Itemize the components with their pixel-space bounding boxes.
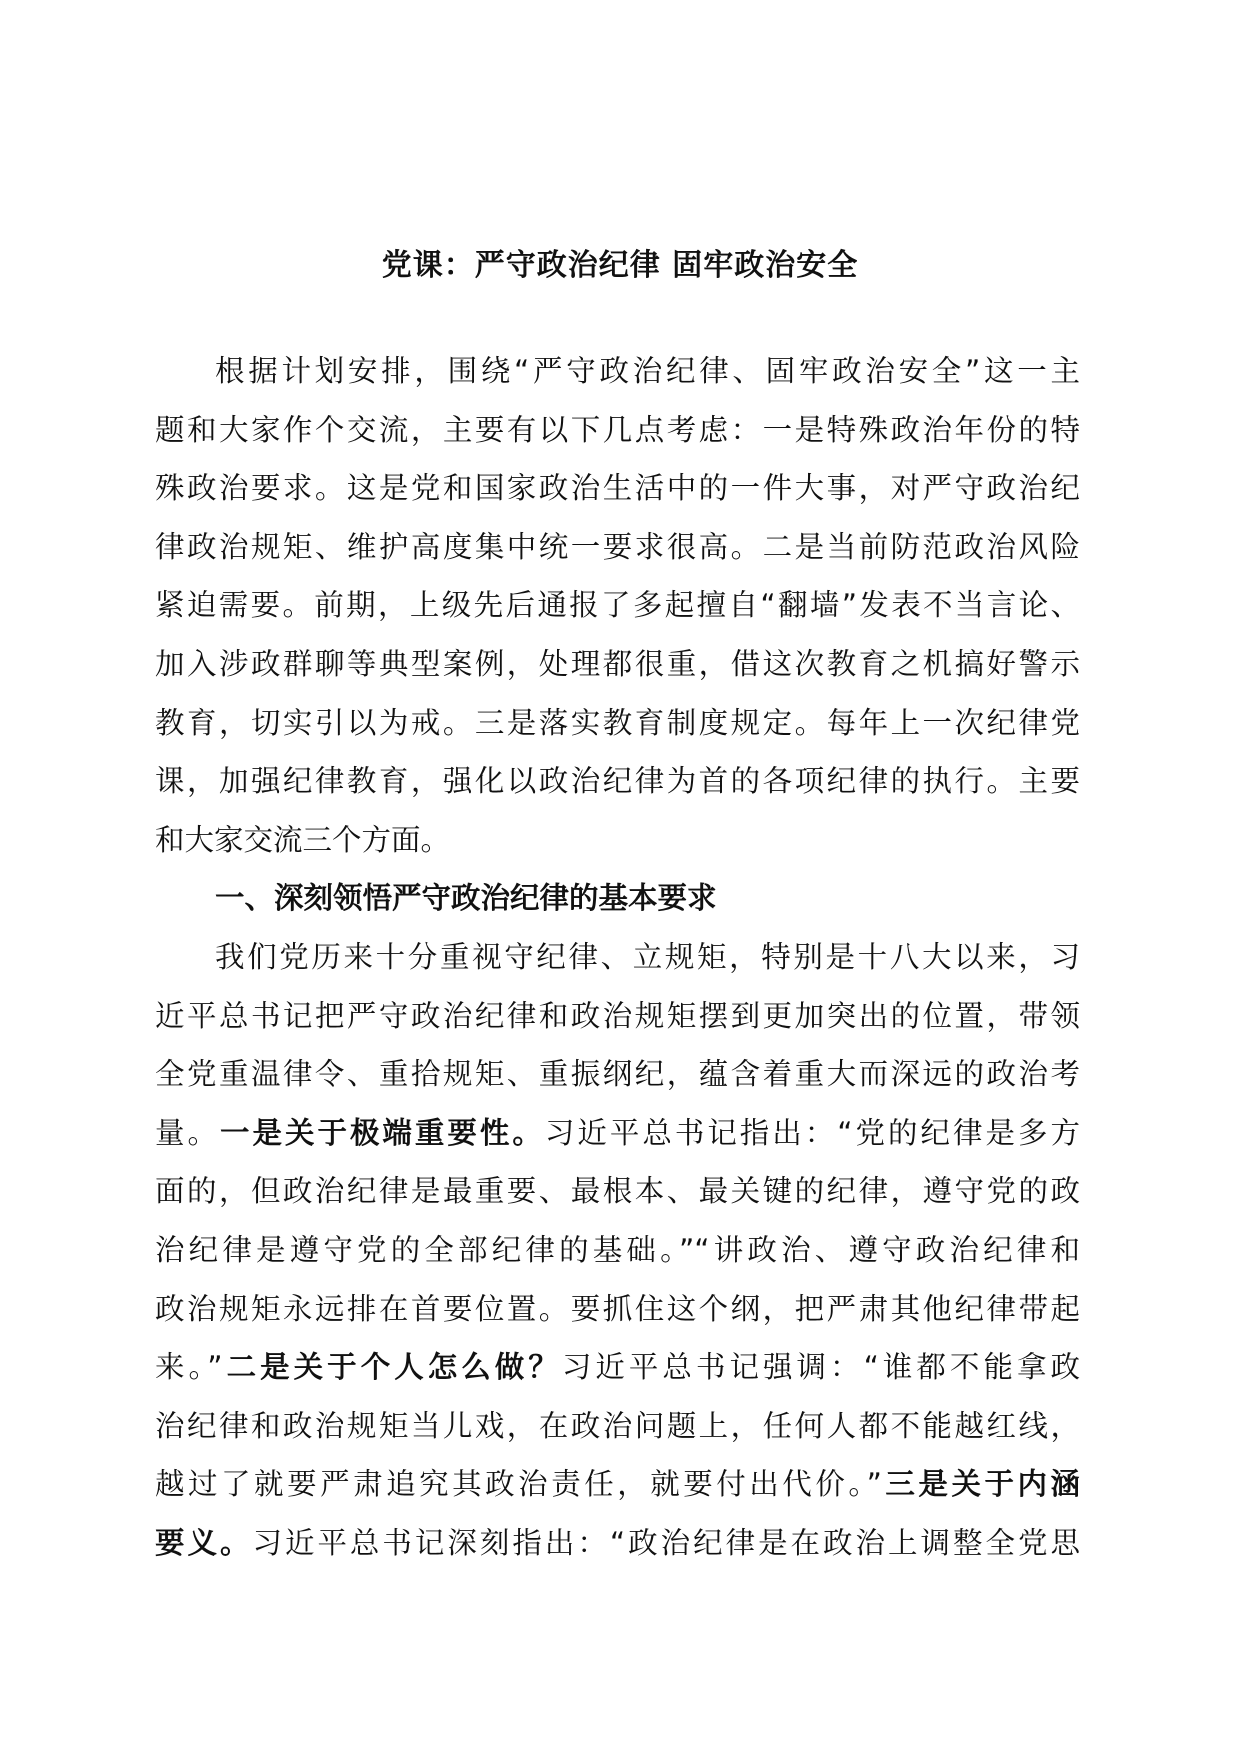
text-run: 来。”: [155, 1350, 223, 1385]
paragraph-line: 我们党历来十分重视守纪律、立规矩，特别是十八大以来，习: [215, 939, 1080, 974]
paragraph-line: 面的，但政治纪律是最重要、最根本、最关键的纪律，遵守党的政: [155, 1174, 1080, 1209]
paragraph-line: [155, 1338, 1080, 1397]
paragraph-line: 题和大家作个交流，主要有以下几点考虑：一是特殊政治年份的特: [155, 412, 1080, 447]
text-run: 习近平总书记指出：“党的纪律是多方: [544, 1115, 1080, 1150]
paragraph-line: 治纪律和政治规矩当儿戏，在政治问题上，任何人都不能越红线，: [155, 1408, 1080, 1443]
bold-point-1: 一是关于极端重要性。: [219, 1115, 545, 1150]
bold-point-3: 三是关于内涵: [881, 1467, 1080, 1502]
text-run: 越过了就要严肃追究其政治责任，就要付出代价。”: [155, 1467, 882, 1502]
paragraph-line: 治纪律是遵守党的全部纪律的基础。”“讲政治、遵守政治纪律和: [155, 1232, 1080, 1267]
bold-point-2: 二是关于个人怎么做？: [222, 1350, 562, 1385]
document-body: [155, 342, 1080, 1572]
paragraph-line: 教育，切实引以为戒。三是落实教育制度规定。每年上一次纪律党: [155, 705, 1080, 740]
paragraph-line: [155, 1514, 1080, 1573]
paragraph-line: [155, 1104, 1080, 1163]
paragraph-line: [155, 1455, 1080, 1514]
text-run: 习近平总书记深刻指出：“政治纪律是在政治上调整全党思: [252, 1525, 1080, 1560]
bold-point-3-cont: 要义。: [155, 1525, 253, 1560]
paragraph-line: 加入涉政群聊等典型案例，处理都很重，借这次教育之机搞好警示: [155, 646, 1080, 681]
paragraph-line: 律政治规矩、维护高度集中统一要求很高。二是当前防范政治风险: [155, 529, 1080, 564]
section-heading: 一、深刻领悟严守政治纪律的基本要求: [215, 881, 717, 916]
paragraph-line: 政治规矩永远排在首要位置。要抓住这个纲，把严肃其他纪律带起: [155, 1291, 1080, 1326]
paragraph-line: 殊政治要求。这是党和国家政治生活中的一件大事，对严守政治纪: [155, 471, 1080, 506]
paragraph-line: 全党重温律令、重拾规矩、重振纲纪，蕴含着重大而深远的政治考: [155, 1057, 1080, 1092]
text-run: 量。: [155, 1115, 220, 1150]
paragraph-line: 根据计划安排，围绕“严守政治纪律、固牢政治安全”这一主: [215, 354, 1080, 388]
paragraph-line: 近平总书记把严守政治纪律和政治规矩摆到更加突出的位置，带领: [155, 998, 1080, 1033]
text-run: 习近平总书记强调：“谁都不能拿政: [561, 1350, 1080, 1385]
paragraph-line: 和大家交流三个方面。: [155, 822, 451, 857]
paragraph-line: 课，加强纪律教育，强化以政治纪律为首的各项纪律的执行。主要: [155, 764, 1080, 799]
paragraph-line: 紧迫需要。前期，上级先后通报了多起擅自“翻墙”发表不当言论、: [155, 588, 1080, 623]
page-title: 党课：严守政治纪律 固牢政治安全: [381, 248, 859, 283]
